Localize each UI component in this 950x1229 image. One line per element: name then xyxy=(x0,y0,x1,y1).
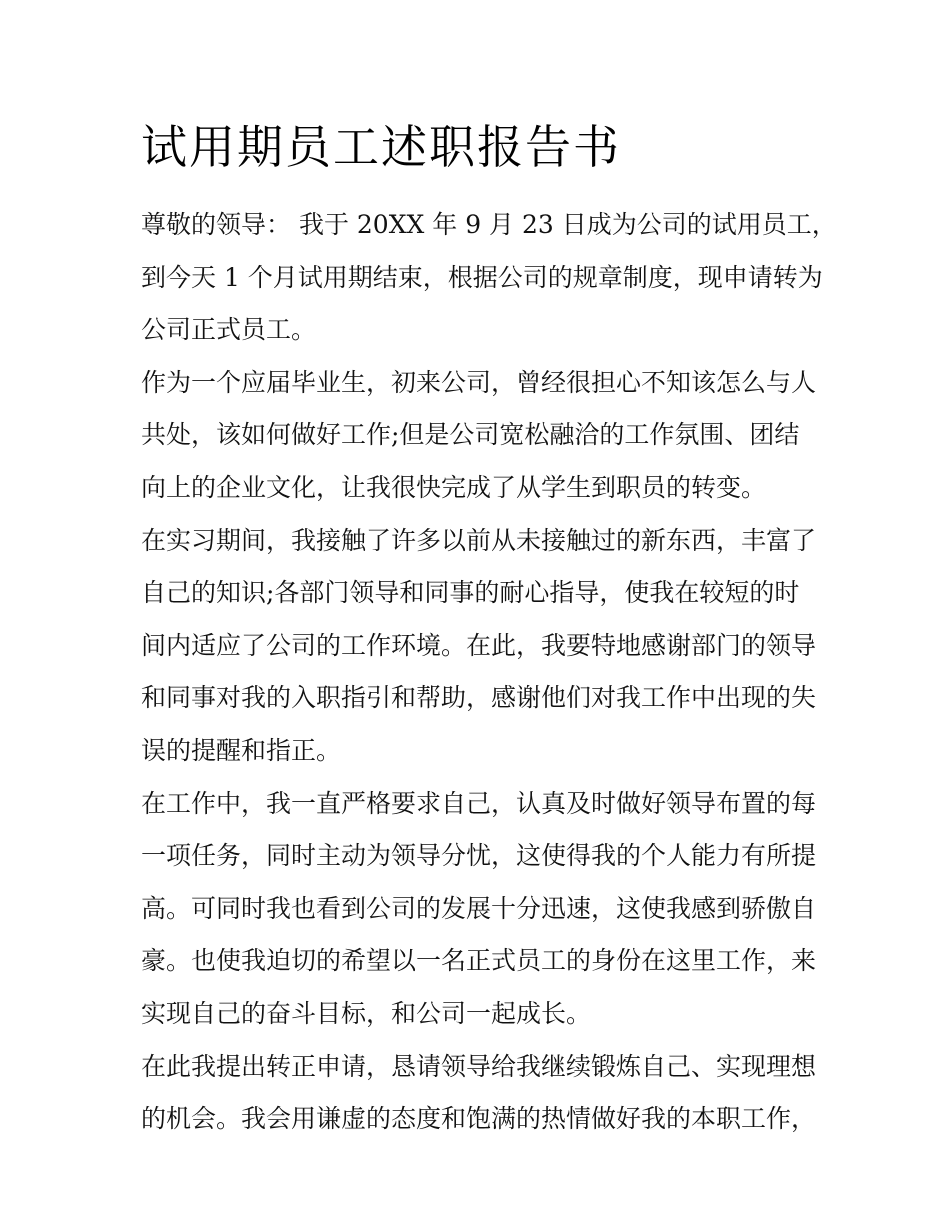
body-line: 高。可同时我也看到公司的发展十分迅速，这使我感到骄傲自 xyxy=(141,893,817,923)
body-line: 共处，该如何做好工作;但是公司宽松融洽的工作氛围、团结 xyxy=(141,420,800,450)
body-line: 一项任务，同时主动为领导分忧，这使得我的个人能力有所提 xyxy=(141,841,817,871)
document-body xyxy=(141,199,841,1146)
body-line: 在此我提出转正申请，恳请领导给我继续锻炼自己、实现理想 xyxy=(141,1051,817,1081)
body-line: 尊敬的领导： 我于 20XX 年 9 月 23 日成为公司的试用员工， xyxy=(141,210,837,239)
document-title: 试用期员工述职报告书 xyxy=(141,120,621,174)
body-line: 的机会。我会用谦虚的态度和饱满的热情做好我的本职工作， xyxy=(141,1104,817,1134)
body-line: 公司正式员工。 xyxy=(141,315,317,345)
body-line: 实现自己的奋斗目标，和公司一起成长。 xyxy=(141,998,592,1028)
body-line: 间内适应了公司的工作环境。在此，我要特地感谢部门的领导 xyxy=(141,630,817,660)
body-line: 在工作中，我一直严格要求自己，认真及时做好领导布置的每 xyxy=(141,788,817,818)
body-line: 误的提醒和指正。 xyxy=(141,735,342,765)
body-line: 向上的企业文化，让我很快完成了从学生到职员的转变。 xyxy=(141,472,767,502)
body-line: 自己的知识;各部门领导和同事的耐心指导，使我在较短的时 xyxy=(141,578,800,608)
body-line: 在实习期间，我接触了许多以前从未接触过的新东西，丰富了 xyxy=(141,525,817,555)
body-line: 作为一个应届毕业生，初来公司，曾经很担心不知该怎么与人 xyxy=(141,367,817,397)
body-line: 和同事对我的入职指引和帮助，感谢他们对我工作中出现的失 xyxy=(141,683,817,713)
body-line: 到今天 1 个月试用期结束，根据公司的规章制度，现申请转为 xyxy=(141,262,823,292)
body-line: 豪。也使我迫切的希望以一名正式员工的身份在这里工作，来 xyxy=(141,946,817,976)
